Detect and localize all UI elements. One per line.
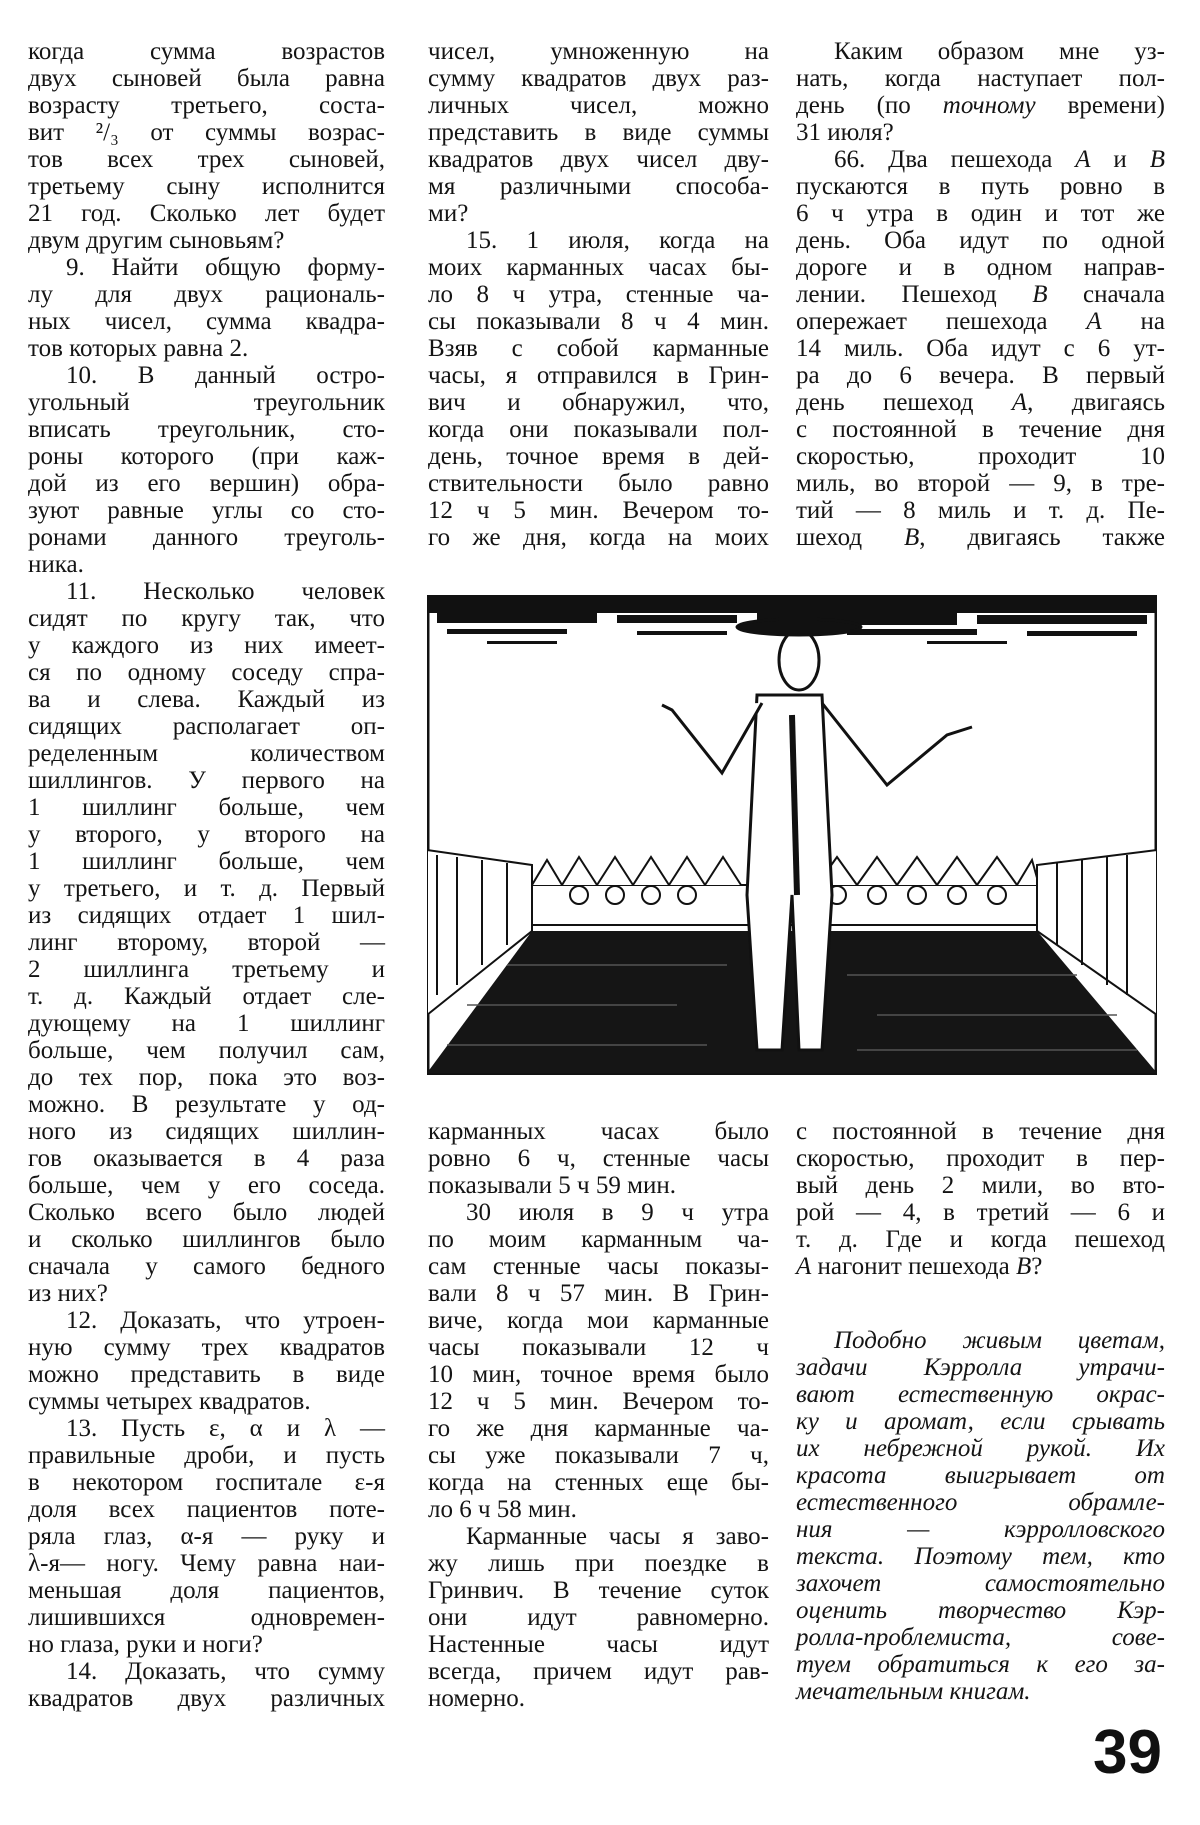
text-line: ровно 6 ч, стенные часы xyxy=(428,1145,769,1172)
text-line: гов оказывается в 4 раза xyxy=(28,1145,385,1172)
text-line: когда они показывали пол- xyxy=(428,416,769,443)
text-line: ределенным количеством xyxy=(28,740,385,767)
paragraph xyxy=(28,362,385,578)
text-segment: шеход xyxy=(796,524,904,551)
text-line: они идут равномерно. xyxy=(428,1604,769,1631)
text-line: у каждого из них имеет- xyxy=(28,632,385,659)
text-line: квадратов двух различных xyxy=(28,1685,385,1712)
paragraph xyxy=(428,1523,769,1712)
text-line: больше, чем у его соседа. xyxy=(28,1172,385,1199)
text-segment: день пешеход xyxy=(796,389,1012,416)
text-line: личных чисел, можно xyxy=(428,92,769,119)
text-line: с постоянной в течение дня xyxy=(796,416,1165,443)
text-line: правильные дроби, и пусть xyxy=(28,1442,385,1469)
text-line: тов которых равна 2. xyxy=(28,335,249,362)
text-line: пускаются в путь ровно в xyxy=(796,173,1165,200)
text-line: го же дня карманные ча- xyxy=(428,1415,769,1442)
text-line: линг второму, второй — xyxy=(28,929,385,956)
text-line: ми? xyxy=(428,200,469,227)
text-line: доля всех пациентов поте- xyxy=(28,1496,385,1523)
text-line: моих карманных часах бы- xyxy=(428,254,769,281)
text-line: 21 год. Сколько лет будет xyxy=(28,200,385,227)
text-line: вич и обнаружил, что, xyxy=(428,389,769,416)
text-line: вписать треугольник, сто- xyxy=(28,416,385,443)
text-line: суммы четырех квадратов. xyxy=(28,1388,311,1415)
text-line: 10. В данный остро- xyxy=(66,362,385,389)
text-line: из них? xyxy=(28,1280,108,1307)
text-line: Гринвич. В течение суток xyxy=(428,1577,769,1604)
text-line: ника. xyxy=(28,551,84,578)
text-line: 30 июля в 9 ч утра xyxy=(466,1199,769,1226)
text-line: двум другим сыновьям? xyxy=(28,227,285,254)
editorial-note xyxy=(796,1327,1165,1705)
italic-text: A xyxy=(1075,146,1091,173)
text-line: 12 ч 5 мин. Вечером то- xyxy=(428,1388,769,1415)
text-line: Подобно живым цветам, xyxy=(834,1327,1165,1354)
text-line: 6 ч утра в один и тот же xyxy=(796,200,1165,227)
page-number: 39 xyxy=(1093,1718,1162,1787)
text-line: и сколько шиллингов было xyxy=(28,1226,385,1253)
text-line: Каким образом мне уз- xyxy=(834,38,1165,65)
text-line: 14. Доказать, что сумму xyxy=(66,1658,385,1685)
text-line: ния — кэрролловского xyxy=(796,1516,1165,1543)
text-line xyxy=(796,524,1165,551)
text-line: номерно. xyxy=(428,1685,525,1712)
italic-text: A xyxy=(796,1253,812,1280)
text-line: меньшая доля пациентов, xyxy=(28,1577,385,1604)
text-segment: и xyxy=(1090,146,1150,173)
text-line: го же дня, когда на моих xyxy=(428,524,769,551)
text-line: ствительности было равно xyxy=(428,470,769,497)
text-line: красота выигрывает от xyxy=(796,1462,1165,1489)
paragraph xyxy=(428,227,769,551)
text-segment: времени) xyxy=(1035,92,1165,119)
text-line: вали 8 ч 57 мин. В Грин- xyxy=(428,1280,769,1307)
text-line xyxy=(796,308,1165,335)
text-line: 31 июля? xyxy=(796,119,894,146)
text-line: когда сумма возрастов xyxy=(28,38,385,65)
text-line: ролла-проблемиста, сове- xyxy=(796,1624,1165,1651)
text-line: с постоянной в течение дня xyxy=(796,1118,1165,1145)
text-column-3-bottom xyxy=(796,1118,1165,1280)
text-line: скоростью, проходит 10 xyxy=(796,443,1165,470)
paragraph xyxy=(428,1118,769,1199)
text-line: больше, чем получил сам, xyxy=(28,1037,385,1064)
text-line: дующему на 1 шиллинг xyxy=(28,1010,385,1037)
paragraph xyxy=(28,38,385,254)
text-line: ронами данного треуголь- xyxy=(28,524,385,551)
text-line: скоростью, проходит в пер- xyxy=(796,1145,1165,1172)
text-column-2-top xyxy=(428,38,769,551)
text-line: оценить творчество Кэр- xyxy=(796,1597,1165,1624)
text-line: тий — 8 миль и т. д. Пе- xyxy=(796,497,1165,524)
text-line: можно. В результате у од- xyxy=(28,1091,385,1118)
text-line: зуют равные углы со сто- xyxy=(28,497,385,524)
text-line: двух сыновей была равна xyxy=(28,65,385,92)
text-line: вают естественную окрас- xyxy=(796,1381,1165,1408)
text-line: текста. Поэтому тем, кто xyxy=(796,1543,1165,1570)
text-line: у второго, у второго на xyxy=(28,821,385,848)
text-line: можно представить в виде xyxy=(28,1361,385,1388)
text-segment: на xyxy=(1101,308,1165,335)
text-line: λ-я— ногу. Чему равна наи- xyxy=(28,1550,385,1577)
paragraph xyxy=(428,1199,769,1523)
italic-text: B xyxy=(1015,1253,1032,1280)
text-line: ного из сидящих шиллин- xyxy=(28,1118,385,1145)
text-segment: , двигаясь также xyxy=(919,524,1165,551)
text-line: т. д. Где и когда пешеход xyxy=(796,1226,1165,1253)
text-line: ся по одному соседу спра- xyxy=(28,659,385,686)
text-line: карманных часах было xyxy=(428,1118,769,1145)
text-line: сидят по кругу так, что xyxy=(28,605,385,632)
text-line: сы уже показывали 7 ч, xyxy=(428,1442,769,1469)
paragraph xyxy=(796,1327,1165,1705)
text-line: 2 шиллинга третьему и xyxy=(28,956,385,983)
text-segment: опережает пешехода xyxy=(796,308,1087,335)
text-line: в некотором госпитале ε-я xyxy=(28,1469,385,1496)
text-line: чисел, умноженную на xyxy=(428,38,769,65)
text-line: ло 8 ч утра, стенные ча- xyxy=(428,281,769,308)
text-line: ло 6 ч 58 мин. xyxy=(428,1496,577,1523)
text-line: захочет самостоятельно xyxy=(796,1570,1165,1597)
text-line: часы, я отправился в Грин- xyxy=(428,362,769,389)
text-line: 15. 1 июля, когда на xyxy=(466,227,769,254)
text-line: ную сумму трех квадратов xyxy=(28,1334,385,1361)
text-line: сидящих располагает оп- xyxy=(28,713,385,740)
text-line: всегда, причем идут рав- xyxy=(428,1658,769,1685)
text-line: 9. Найти общую форму- xyxy=(66,254,385,281)
text-line xyxy=(796,389,1165,416)
italic-text: A xyxy=(1086,308,1102,335)
italic-text: B xyxy=(1149,146,1165,173)
paragraph xyxy=(28,1658,385,1712)
paragraph xyxy=(28,254,385,362)
text-line: т. д. Каждый отдает сле- xyxy=(28,983,385,1010)
italic-text: A xyxy=(1011,389,1028,416)
text-line: ра до 6 вечера. В первый xyxy=(796,362,1165,389)
paragraph xyxy=(428,38,769,227)
text-column-2-bottom xyxy=(428,1118,769,1712)
text-line: часы показывали 12 ч xyxy=(428,1334,769,1361)
text-line: их небрежной рукой. Их xyxy=(796,1435,1165,1462)
text-line: дороге и в одном направ- xyxy=(796,254,1165,281)
text-line: естественного обрамле- xyxy=(796,1489,1165,1516)
text-line: жу лишь при поездке в xyxy=(428,1550,769,1577)
text-line: 10 мин, точное время было xyxy=(428,1361,769,1388)
text-line: сначала у самого бедного xyxy=(28,1253,385,1280)
text-line: ва и слева. Каждый из xyxy=(28,686,385,713)
text-line: по моим карманным ча- xyxy=(428,1226,769,1253)
text-line: угольный треугольник xyxy=(28,389,385,416)
text-line: шиллингов. У первого на xyxy=(28,767,385,794)
text-line: мя различными способа- xyxy=(428,173,769,200)
text-line: рой — 4, в третий — 6 и xyxy=(796,1199,1165,1226)
text-line xyxy=(796,146,1165,173)
text-line: виче, когда мои карманные xyxy=(428,1307,769,1334)
text-line: из сидящих отдает 1 шил- xyxy=(28,902,385,929)
text-line: ку и аромат, если срывать xyxy=(796,1408,1165,1435)
text-line: третьему сыну исполнится xyxy=(28,173,385,200)
text-column-3-top xyxy=(796,38,1165,551)
text-line xyxy=(796,92,1165,119)
text-line: Взяв с собой карманные xyxy=(428,335,769,362)
text-line: сы показывали 8 ч 4 мин. xyxy=(428,308,769,335)
text-line: день, точное время в дей- xyxy=(428,443,769,470)
text-line: Сколько всего было людей xyxy=(28,1199,385,1226)
italic-text: B xyxy=(1032,281,1048,308)
illustration-tall-man-in-square xyxy=(427,595,1157,1075)
text-line: 11. Несколько человек xyxy=(66,578,385,605)
text-line: ряла глаз, α-я — руку и xyxy=(28,1523,385,1550)
text-line: возрасту третьего, соста- xyxy=(28,92,385,119)
text-line: показывали 5 ч 59 мин. xyxy=(428,1172,676,1199)
text-line: день. Оба идут по одной xyxy=(796,227,1165,254)
italic-text: точному xyxy=(942,92,1036,119)
text-line: тов всех трех сыновей, xyxy=(28,146,385,173)
text-line: до тех пор, пока это воз- xyxy=(28,1064,385,1091)
text-segment: нагонит пешехода xyxy=(811,1253,1016,1280)
paragraph xyxy=(28,578,385,1307)
text-line: квадратов двух чисел дву- xyxy=(428,146,769,173)
paragraph xyxy=(28,1307,385,1415)
text-line: сам стенные часы показы- xyxy=(428,1253,769,1280)
text-line: лу для двух рациональ- xyxy=(28,281,385,308)
text-segment: , двигаясь xyxy=(1027,389,1165,416)
text-line: но глаза, руки и ноги? xyxy=(28,1631,263,1658)
text-line: Карманные часы я заво- xyxy=(466,1523,769,1550)
text-segment: 66. Два пешехода xyxy=(834,146,1076,173)
text-line: задачи Кэрролла утрачи- xyxy=(796,1354,1165,1381)
text-line: мечательным книгам. xyxy=(796,1678,1031,1705)
text-line: роны которого (при каж- xyxy=(28,443,385,470)
paragraph xyxy=(796,1118,1165,1280)
text-line: когда на стенных еще бы- xyxy=(428,1469,769,1496)
text-line: дой из его вершин) обра- xyxy=(28,470,385,497)
text-line: вит ²/₃ от суммы возрас- xyxy=(28,119,385,146)
text-line: нать, когда наступает пол- xyxy=(796,65,1165,92)
text-column-1 xyxy=(28,38,385,1712)
text-line: ных чисел, сумма квадра- xyxy=(28,308,385,335)
paragraph xyxy=(796,146,1165,551)
text-line: миль, во второй — 9, в тре- xyxy=(796,470,1165,497)
text-line: 13. Пусть ε, α и λ — xyxy=(66,1415,385,1442)
text-line xyxy=(796,1253,1165,1280)
text-line: 12 ч 5 мин. Вечером то- xyxy=(428,497,769,524)
text-line: у третьего, и т. д. Первый xyxy=(28,875,385,902)
text-line: 1 шиллинг больше, чем xyxy=(28,794,385,821)
text-segment: сначала xyxy=(1047,281,1165,308)
text-line: 14 миль. Оба идут с 6 ут- xyxy=(796,335,1165,362)
dark-pavement xyxy=(427,931,1157,1073)
text-segment: лении. Пешеход xyxy=(796,281,1033,308)
italic-text: B xyxy=(903,524,920,551)
text-segment: день (по xyxy=(796,92,943,119)
text-line: представить в виде суммы xyxy=(428,119,769,146)
text-segment: ? xyxy=(1031,1253,1043,1280)
text-line: вый день 2 мили, во вто- xyxy=(796,1172,1165,1199)
paragraph xyxy=(796,38,1165,146)
text-line: сумму квадратов двух раз- xyxy=(428,65,769,92)
text-line: 12. Доказать, что утроен- xyxy=(66,1307,385,1334)
text-line: 1 шиллинг больше, чем xyxy=(28,848,385,875)
paragraph xyxy=(28,1415,385,1658)
text-line: Настенные часы идут xyxy=(428,1631,769,1658)
text-line: туем обратиться к его за- xyxy=(796,1651,1165,1678)
text-line xyxy=(796,281,1165,308)
text-line: лишившихся одновремен- xyxy=(28,1604,385,1631)
